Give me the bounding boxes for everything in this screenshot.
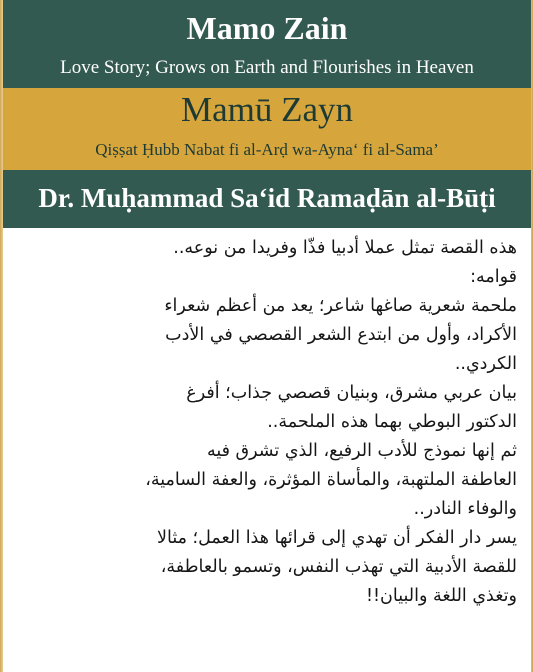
blurb-line: والوفاء النادر.. xyxy=(413,499,517,519)
blurb-line: الدكتور البوطي بهما هذه الملحمة.. xyxy=(267,412,517,432)
blurb-line: الكردي.. xyxy=(454,354,517,374)
blurb-panel xyxy=(3,228,531,672)
blurb-line: الأكراد، وأول من ابتدع الشعر القصصي في الأدب xyxy=(165,325,517,345)
author-band xyxy=(3,170,531,228)
blurb-line: يسر دار الفكر أن تهدي إلى قرائها هذا العمل؛ مثالا xyxy=(157,528,517,548)
english-title: Mamo Zain xyxy=(186,10,348,46)
transliterated-title: Mamū Zayn xyxy=(180,90,354,129)
author-name: Dr. Muḥammad Sa‘id Ramaḍān al-Būṭi xyxy=(38,183,496,213)
blurb-line: قوامه: xyxy=(470,267,517,287)
blurb-line: هذه القصة تمثل عملا أدبيا فذّا وفريدا من نوعه.. xyxy=(173,238,517,258)
transliterated-title-band xyxy=(3,88,531,170)
blurb-text xyxy=(21,234,517,611)
english-subtitle: Love Story; Grows on Earth and Flourishes in Heaven xyxy=(60,57,474,78)
blurb-line: وتغذي اللغة والبيان!! xyxy=(365,586,517,606)
blurb-line: ثم إنها نموذج للأدب الرفيع، الذي تشرق فيه xyxy=(206,441,517,461)
english-title-band xyxy=(3,0,531,88)
blurb-line: العاطفة الملتهبة، والمأساة المؤثرة، والعفة السامية، xyxy=(145,470,517,490)
blurb-line: للقصة الأدبية التي تهذب النفس، وتسمو بالعاطفة، xyxy=(160,557,517,577)
blurb-line: ملحمة شعرية صاغها شاعر؛ يعد من أعظم شعراء xyxy=(164,296,517,316)
transliterated-subtitle: Qiṣṣat Ḥubb Nabat fi al-Arḍ wa-Ayna‘ fi al-Sama’ xyxy=(95,140,439,159)
blurb-line: بيان عربي مشرق، وبنيان قصصي جذاب؛ أفرغ xyxy=(186,383,517,403)
